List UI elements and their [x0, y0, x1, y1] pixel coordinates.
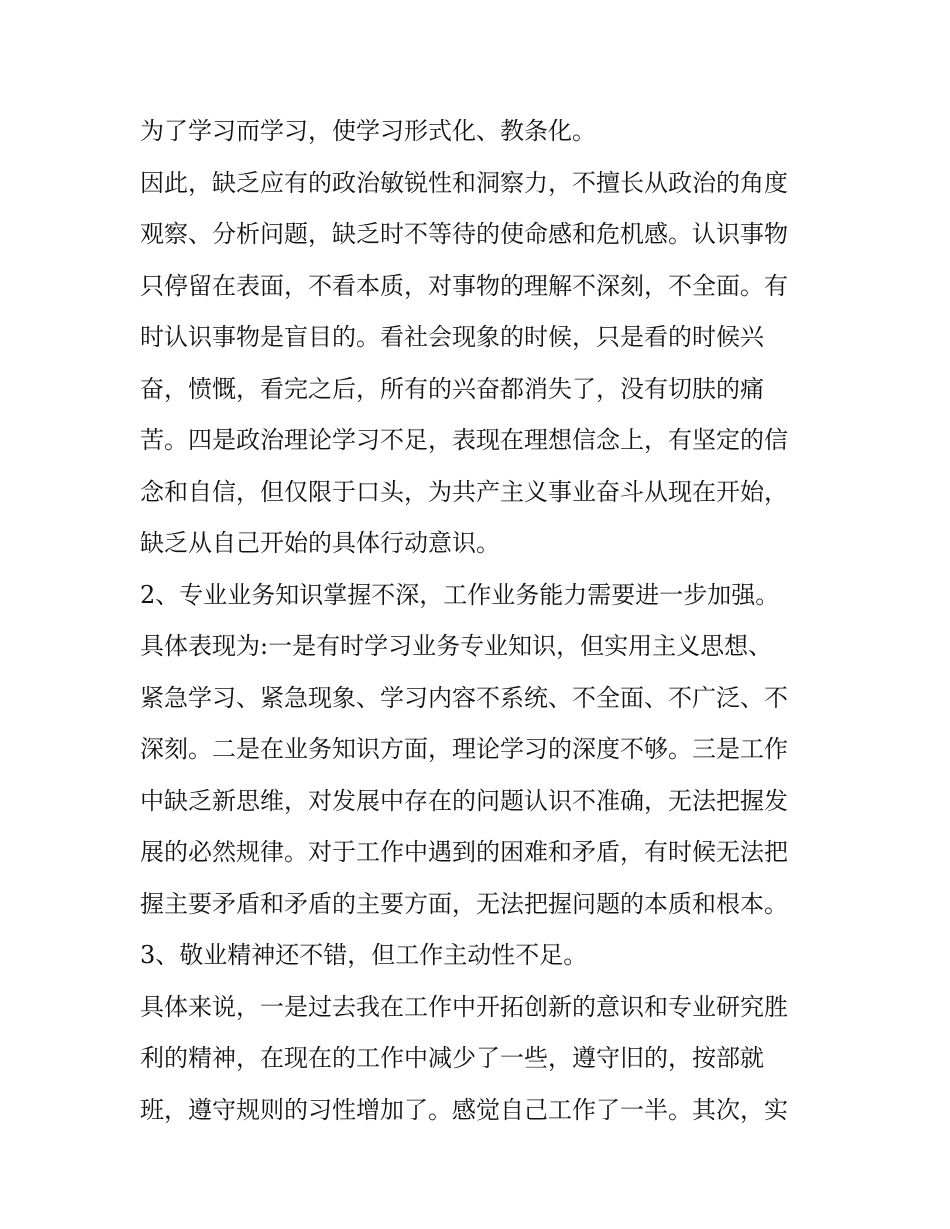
text-line-11: 具体表现为:一是有时学习业务专业知识，但实用主义思想、 — [140, 632, 773, 660]
text-line-8: 念和自信，但仅限于口头，为共产主义事业奋斗从现在开始， — [140, 477, 788, 506]
text-line-3: 观察、分析问题，缺乏时不等待的使命感和危机感。认识事物 — [140, 220, 788, 248]
text-line-19: 利的精神，在现在的工作中减少了一些，遵守旧的，按部就 — [140, 1044, 764, 1072]
text-line-1: 为了学习而学习，使学习形式化、教条化。 — [140, 117, 596, 145]
text-line-2: 因此，缺乏应有的政治敏锐性和洞察力，不擅长从政治的角度 — [140, 168, 788, 197]
text-line-9: 缺乏从自己开始的具体行动意识。 — [140, 529, 500, 557]
text-line-16: 握主要矛盾和矛盾的主要方面，无法把握问题的本质和根本。 — [140, 889, 788, 918]
text-line-5: 时认识事物是盲目的。看社会现象的时候，只是看的时候兴 — [140, 323, 764, 351]
text-line-13: 深刻。二是在业务知识方面，理论学习的深度不够。三是工作 — [140, 735, 788, 763]
text-line-14: 中缺乏新思维，对发展中存在的问题认识不准确，无法把握发 — [140, 786, 788, 815]
text-line-12: 紧急学习、紧急现象、学习内容不系统、不全面、不广泛、不 — [140, 683, 788, 712]
section-heading-2: 2、专业业务知识掌握不深，工作业务能力需要进一步加强。 — [140, 580, 780, 609]
text-line-6: 奋，愤慨，看完之后，所有的兴奋都消失了，没有切肤的痛 — [140, 374, 764, 403]
text-line-20: 班，遵守规则的习性增加了。感觉自己工作了一半。其次，实 — [140, 1095, 788, 1124]
document-body — [140, 106, 830, 1136]
text-line-4: 只停留在表面，不看本质，对事物的理解不深刻，不全面。有 — [140, 271, 788, 300]
text-line-7: 苦。四是政治理论学习不足，表现在理想信念上，有坚定的信 — [140, 426, 788, 454]
section-heading-3: 3、敬业精神还不错，但工作主动性不足。 — [140, 941, 588, 969]
text-line-15: 展的必然规律。对于工作中遇到的困难和矛盾，有时候无法把 — [140, 838, 788, 866]
text-line-18: 具体来说，一是过去我在工作中开拓创新的意识和专业研究胜 — [140, 992, 788, 1021]
